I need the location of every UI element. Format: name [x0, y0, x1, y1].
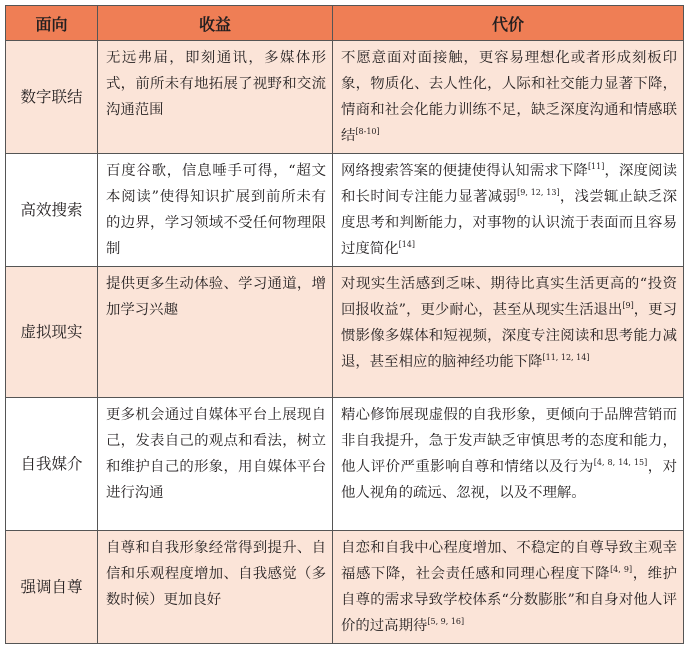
cost-text: ，浅尝辄止缺乏深度思考和判断能力，对事物的认识流于表面而且容易过度简化	[341, 189, 677, 257]
citation-ref: [4, 9]	[610, 565, 633, 574]
cost-text: 对现实生活感到乏味、期待比真实生活更高的“投资回报收益”，更少耐心，甚至从现实生活退出	[341, 276, 677, 318]
table-row	[6, 154, 684, 267]
cost-cell	[333, 41, 684, 154]
cost-cell	[333, 154, 684, 267]
citation-ref: [5, 9, 16]	[427, 617, 465, 626]
cost-text: ，深度阅读和长时间专注能力显著减弱	[341, 163, 677, 205]
aspect-cell: 强调自尊	[6, 531, 98, 644]
citation-ref: [14]	[398, 240, 415, 249]
header-aspect: 面向	[6, 6, 98, 41]
benefit-cell: 百度谷歌，信息唾手可得，“超文本阅读”使得知识扩展到前所未有的边界，学习领域不受任何物理限制	[98, 154, 333, 267]
citation-ref: [11]	[587, 162, 605, 171]
benefit-cell: 无远弗届，即刻通讯，多媒体形式，前所未有地拓展了视野和交流沟通范围	[98, 41, 333, 154]
header-cost: 代价	[333, 6, 684, 41]
aspect-cell: 自我媒介	[6, 398, 98, 531]
benefit-cell: 自尊和自我形象经常得到提升、自信和乐观程度增加、自我感觉（多数时候）更加良好	[98, 531, 333, 644]
citation-ref: [8-10]	[355, 127, 380, 136]
benefit-cell: 提供更多生动体验、学习通道，增加学习兴趣	[98, 267, 333, 398]
table-row	[6, 398, 684, 531]
header-row	[6, 6, 684, 41]
aspect-cell: 虚拟现实	[6, 267, 98, 398]
table-row	[6, 267, 684, 398]
cost-text: ，对他人视角的疏远、忽视，以及不理解。	[341, 459, 677, 501]
table-row	[6, 531, 684, 644]
table-row	[6, 41, 684, 154]
citation-ref: [4, 8, 14, 15]	[593, 458, 648, 467]
cost-text: 网络搜索答案的便捷使得认知需求下降	[341, 163, 588, 179]
citation-ref: [11, 12, 14]	[542, 353, 590, 362]
cost-text: ，更习惯影像多媒体和短视频，深度专注阅读和思考能力减退，甚至相应的脑神经功能下降	[341, 302, 677, 370]
citation-ref: [9, 12, 13]	[517, 188, 560, 197]
cost-text: ，维护自尊的需求导致学校体系“分数膨胀”和自身对他人评价的过高期待	[341, 566, 677, 634]
benefit-cell: 更多机会通过自媒体平台上展现自己，发表自己的观点和看法，树立和维护自己的形象，用自媒体平台进行沟通	[98, 398, 333, 531]
citation-ref: [9]	[622, 301, 634, 310]
cost-text: 自恋和自我中心程度增加、不稳定的自尊导致主观幸福感下降，社会责任感和同理心程度下降	[341, 540, 677, 582]
cost-text: 不愿意面对面接触，更容易理想化或者形成刻板印象，物质化、去人性化，人际和社交能力显著下降，情商和社会化能力训练不足，缺乏深度沟通和情感联结	[341, 50, 677, 144]
cost-cell	[333, 531, 684, 644]
header-benefit: 收益	[98, 6, 333, 41]
cost-text: 精心修饰展现虚假的自我形象，更倾向于品牌营销而非自我提升，急于发声缺乏审慎思考的态度和能力，他人评价严重影响自尊和情绪以及行为	[341, 407, 677, 475]
aspect-cell: 数字联结	[6, 41, 98, 154]
aspect-cell: 高效搜索	[6, 154, 98, 267]
cost-cell	[333, 398, 684, 531]
cost-cell	[333, 267, 684, 398]
benefit-cost-table	[5, 5, 684, 644]
